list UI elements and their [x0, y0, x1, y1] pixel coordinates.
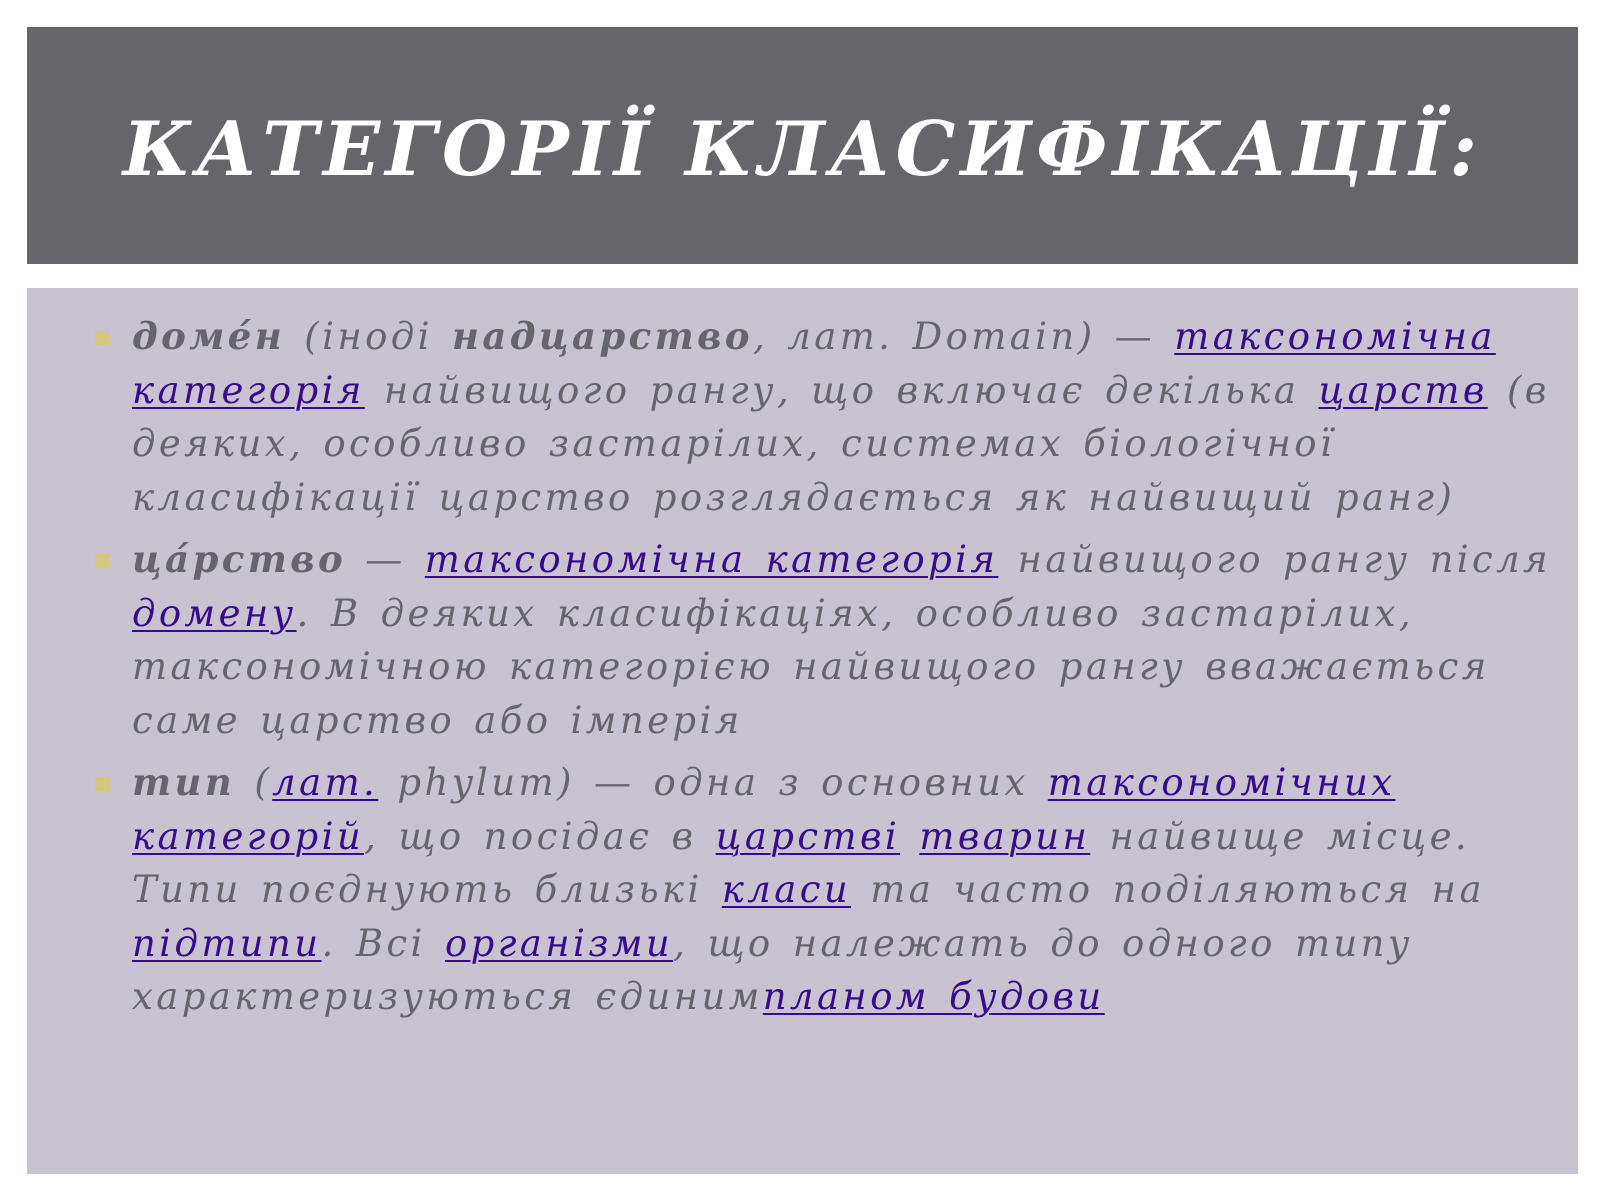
link-kingdom[interactable]: царстві: [715, 814, 901, 858]
bullet-text: , лат. Domain) —: [752, 315, 1175, 358]
link-taxonomic-category[interactable]: таксономічна категорія: [424, 538, 999, 581]
link-taxonomic-category[interactable]: таксономічна категорія: [132, 315, 1496, 412]
link-body-plan[interactable]: планом будови: [762, 975, 1105, 1018]
bullet-text: . Всі: [321, 921, 445, 965]
bullet-text: (: [235, 761, 273, 804]
bullet-text: (іноді: [285, 315, 453, 358]
bullet-square-icon: [95, 777, 109, 791]
bullet-text: —: [346, 538, 425, 581]
term-kingdom: ца́рство: [132, 537, 347, 581]
bullet-text: , що належать до одного типу характеризуються єдиним: [132, 921, 1413, 1018]
bullet-text: найвищого рангу, що включає декілька: [364, 368, 1319, 412]
link-classes[interactable]: класи: [721, 868, 852, 911]
bullet-text: , що посідає в: [364, 814, 716, 858]
link-organisms[interactable]: організми: [444, 921, 674, 965]
link-kingdoms[interactable]: царств: [1318, 368, 1488, 412]
bullet-item-kingdom: [132, 533, 1557, 747]
bullet-text: найвище місце. Типи поєднують близькі: [132, 814, 1471, 911]
link-domain[interactable]: домену: [132, 591, 297, 635]
bullet-text: phylum) — одна з основних: [378, 761, 1048, 804]
bullet-item-domain: [132, 310, 1557, 524]
title-band: [27, 27, 1578, 264]
link-subphyla[interactable]: підтипи: [132, 921, 322, 965]
bullet-item-phylum: [132, 756, 1557, 1024]
content-box: [27, 288, 1578, 1174]
link-animals[interactable]: тварин: [919, 814, 1091, 858]
term-phylum: тип: [132, 760, 236, 804]
term-superkingdom: надцарство: [452, 314, 753, 358]
bullet-text: . В деяких класифікаціях, особливо застарілих, таксономічною категорією найвищого рангу вважається саме царство або імперія: [132, 591, 1490, 742]
slide-title: КАТЕГОРІЇ КЛАСИФІКАЦІЇ:: [122, 104, 1483, 193]
bullet-text: найвищого рангу після: [998, 538, 1552, 581]
bullet-square-icon: [95, 554, 109, 568]
link-taxonomic-categories[interactable]: таксономічних категорій: [132, 761, 1396, 858]
bullet-list: [132, 310, 1557, 1033]
term-domain: доме́н: [132, 314, 286, 358]
bullet-square-icon: [95, 331, 109, 345]
bullet-text: [900, 815, 919, 858]
bullet-text: та часто поділяються на: [851, 868, 1485, 911]
link-latin[interactable]: лат.: [272, 761, 379, 804]
bullet-text: (в деяких, особливо застарілих, системах біологічної класифікації царство розглядається як найвищий ранг): [132, 368, 1550, 519]
